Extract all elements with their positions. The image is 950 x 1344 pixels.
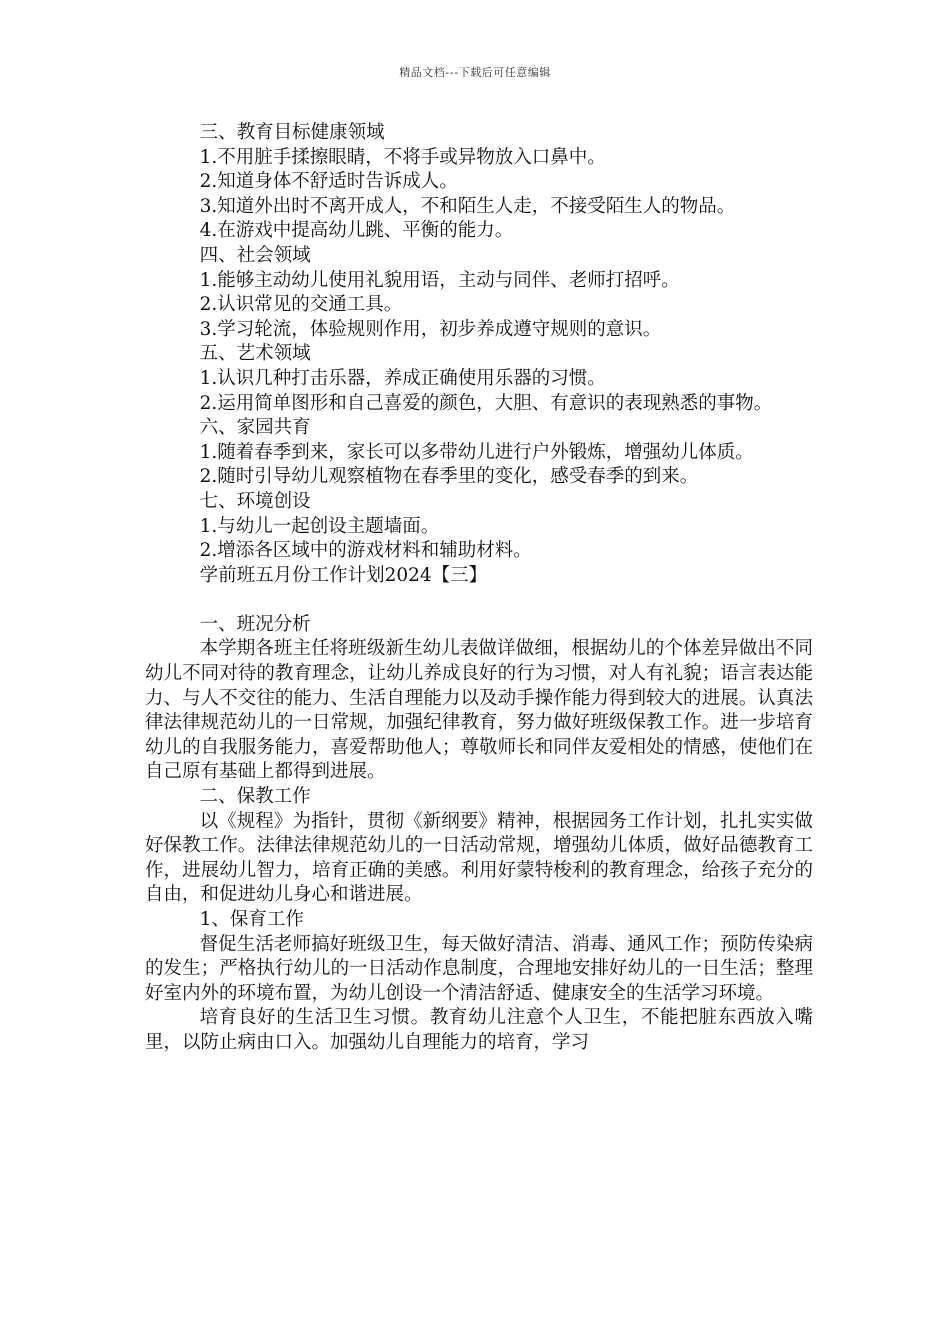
heading-nursing-work: 1、保育工作 <box>199 909 304 930</box>
body-paragraph: 以《规程》为指针，贯彻《新纲要》精神，根据园务工作计划，扎扎实实做好保教工作。法律法律规范幼儿的一日活动常规，增强幼儿体质，做好品德教育工作，进展幼儿智力，培育正确的美感。利用好蒙特梭利的教育理念，给孩子充分的自由，和促进幼儿身心和谐进展。 <box>145 810 813 906</box>
list-item: 1.能够主动幼儿使用礼貌用语，主动与同伴、老师打招呼。 <box>199 269 680 291</box>
list-item: 1.不用脏手揉擦眼睛，不将手或异物放入口鼻中。 <box>199 146 606 168</box>
list-item: 1.随着春季到来，家长可以多带幼儿进行户外锻炼，增强幼儿体质。 <box>199 441 754 463</box>
heading-social-domain: 四、社会领域 <box>199 244 311 266</box>
body-paragraph: 督促生活老师搞好班级卫生，每天做好清洁、消毒、通风工作；预防传染病的发生；严格执行幼儿的一日活动作息制度，合理地安排好幼儿的一日生活；整理好室内外的环境布置，为幼儿创设一个清洁舒适、健康安全的生活学习环境。 <box>145 933 813 1004</box>
list-item: 2.认识常见的交通工具。 <box>199 294 403 316</box>
list-item: 3.学习轮流，体验规则作用，初步养成遵守规则的意识。 <box>199 318 662 340</box>
heading-care-education: 二、保教工作 <box>199 786 311 808</box>
document-body <box>145 121 813 1056</box>
list-item: 3.知道外出时不离开成人，不和陌生人走，不接受陌生人的物品。 <box>199 195 736 217</box>
list-item: 1.认识几种打击乐器，养成正确使用乐器的习惯。 <box>199 367 606 389</box>
body-paragraph: 本学期各班主任将班级新生幼儿表做详做细，根据幼儿的个体差异做出不同幼儿不同对待的教育理念，让幼儿养成良好的行为习惯，对人有礼貌；语言表达能力、与人不交往的能力、生活自理能力以及动手操作能力得到较大的进展。认真法律法律规范幼儿的一日常规，加强纪律教育，努力做好班级保教工作。进一步培育幼儿的自我服务能力，喜爱帮助他人；尊敬师长和同伴友爱相处的情感，使他们在自己原有基础上都得到进展。 <box>145 638 813 783</box>
list-item: 2.随时引导幼儿观察植物在春季里的变化，感受春季的到来。 <box>199 466 699 488</box>
body-paragraph: 培育良好的生活卫生习惯。教育幼儿注意个人卫生，不能把脏东西放入嘴里，以防止病由口入。加强幼儿自理能力的培育，学习 <box>145 1007 813 1053</box>
heading-health-domain: 三、教育目标健康领域 <box>199 122 385 143</box>
page-header: 精品文档---下载后可任意编辑 <box>399 66 551 79</box>
list-item: 2.运用简单图形和自己喜爱的颜色，大胆、有意识的表现熟悉的事物。 <box>199 392 773 414</box>
section-title: 学前班五月份工作计划2024【三】 <box>199 564 488 586</box>
list-item: 1.与幼儿一起创设主题墙面。 <box>199 515 440 537</box>
heading-art-domain: 五、艺术领域 <box>199 343 311 365</box>
blank-line <box>145 588 813 613</box>
heading-environment: 七、环境创设 <box>199 490 311 512</box>
list-item: 2.知道身体不舒适时告诉成人。 <box>199 171 458 193</box>
list-item: 4.在游戏中提高幼儿跳、平衡的能力。 <box>199 220 514 242</box>
heading-class-analysis: 一、班况分析 <box>199 613 311 635</box>
list-item: 2.增添各区域中的游戏材料和辅助材料。 <box>199 540 532 562</box>
heading-home-school: 六、家园共育 <box>199 417 311 439</box>
